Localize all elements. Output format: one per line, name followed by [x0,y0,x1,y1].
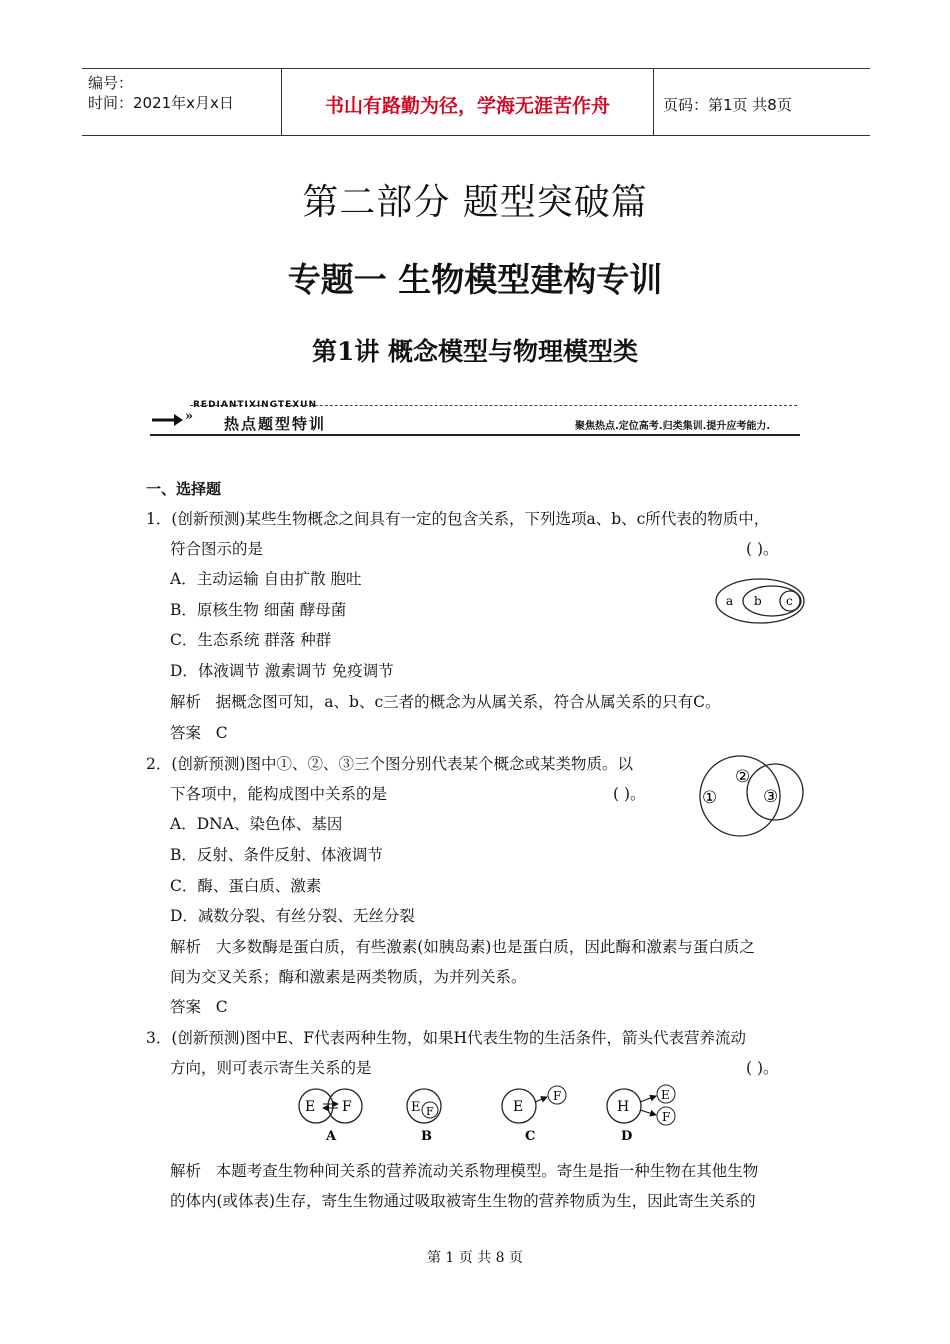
q2-analysis-label: 解析 [170,938,202,956]
header-top-rule [82,68,870,69]
banner-rule [150,434,800,436]
q3-c-e: E [513,1099,524,1115]
arrow-icon [150,410,184,430]
q2-label-2: ② [735,767,751,787]
q3-d-h: H [617,1099,630,1115]
q2-stem-line1: 2．(创新预测)图中①、②、③三个图分别代表某个概念或某类物质。以 [146,755,633,773]
q2-option-c: C．酶、蛋白质、激素 [170,877,322,895]
header-bottom-rule [82,135,870,136]
q3-answer-blank: ( )。 [746,1059,779,1077]
q3-analysis-line1 [170,1159,758,1181]
q1-option-b: B．原核生物 细菌 酵母菌 [170,601,347,619]
q3-diagram-c [502,1086,566,1144]
q2-label-1: ① [702,788,718,808]
q3-a-e: E [305,1099,316,1115]
q1-answer-label: 答案 [170,724,202,742]
q3-label-d: D [621,1129,633,1144]
q2-answer-label: 答案 [170,998,202,1016]
q1-label-b: b [754,594,762,608]
banner-pinyin: REDIANTIXINGTEXUN [193,400,317,410]
q1-analysis-text: 据概念图可知，a、b、c三者的概念为从属关系，符合从属关系的只有C。 [215,693,721,711]
q2-analysis-line2: 间为交叉关系；酶和激素是两类物质，为并列关系。 [170,968,527,986]
q2-overlapping-circles-diagram [690,750,810,842]
q2-option-d: D．减数分裂、有丝分裂、无丝分裂 [170,907,415,925]
part-title: 第二部分 题型突破篇 [302,182,648,223]
q2-label-3: ③ [763,787,779,807]
q1-analysis-label: 解析 [170,693,202,711]
q2-answer-blank: ( )。 [613,785,646,803]
q1-answer [170,721,228,743]
section-heading: 一、选择题 [146,480,222,498]
q3-label-a: A [326,1129,337,1144]
banner-heading: 热点题型特训 [224,415,327,433]
q1-analysis [170,690,721,712]
banner-slogan: 聚焦热点.定位高考.归类集训.提升应考能力. [575,421,771,432]
q3-analysis-text1: 本题考查生物种间关系的营养流动关系物理模型。寄生是指一种生物在其他生物 [215,1162,759,1180]
q3-d-e: E [661,1088,670,1102]
q3-b-e: E [411,1100,421,1115]
banner-chevron: » [185,409,194,424]
q2-analysis-text1: 大多数酶是蛋白质，有些激素(如胰岛素)也是蛋白质，因此酶和激素与蛋白质之 [215,938,755,956]
header-time-label: 时间：2021年x月x日 [88,94,234,112]
q2-answer [170,995,228,1017]
q2-analysis-line1 [170,935,755,957]
q1-option-c: C．生态系统 群落 种群 [170,631,332,649]
q1-option-a: A．主动运输 自由扩散 胞吐 [170,570,362,588]
q2-option-b: B．反射、条件反射、体液调节 [170,846,383,864]
q1-label-a: a [726,594,734,608]
header-motto: 书山有路勤为径，学海无涯苦作舟 [324,95,610,117]
q3-diagram-d [607,1085,675,1144]
lecture-title: 第1讲 概念模型与物理模型类 [311,337,639,366]
header-code-label: 编号： [88,74,134,92]
q1-nested-ellipses-diagram [712,575,808,627]
q1-option-d: D．体液调节 激素调节 免疫调节 [170,662,394,680]
q1-answer-blank: ( )。 [746,540,779,558]
q1-stem-line1: 1．(创新预测)某些生物概念之间具有一定的包含关系，下列选项a、b、c所代表的物质中， [146,510,770,528]
q1-answer-value: C [215,724,228,742]
q3-label-c: C [525,1129,536,1144]
header-divider-right [653,68,654,136]
q3-b-f: F [426,1105,434,1118]
q3-diagram-a [299,1089,362,1144]
q3-c-f: F [553,1089,562,1103]
q2-stem-line2: 下各项中，能构成图中关系的是 [170,785,388,803]
q1-label-c: c [786,594,793,608]
q3-label-b: B [421,1129,432,1144]
q2-answer-value: C [215,998,228,1016]
q3-a-f: F [342,1099,352,1115]
q1-stem-line2: 符合图示的是 [170,540,264,558]
q3-d-f: F [662,1110,671,1124]
q3-stem-line1: 3．(创新预测)图中E、F代表两种生物，如果H代表生物的生活条件，箭头代表营养流动 [146,1029,747,1047]
q3-stem-line2: 方向，则可表示寄生关系的是 [170,1059,372,1077]
page-footer: 第 1 页 共 8 页 [426,1250,524,1266]
header-page-label: 页码：第1页 共8页 [663,96,792,114]
q3-analysis-line2: 的体内(或体表)生存，寄生生物通过吸取被寄生生物的营养物质为生，因此寄生关系的 [170,1192,756,1210]
topic-title: 专题一 生物模型建构专训 [287,260,663,299]
q2-option-a: A．DNA、染色体、基因 [170,815,343,833]
q3-diagrams [290,1084,690,1146]
q3-diagram-b [407,1089,441,1144]
q3-analysis-label: 解析 [170,1162,202,1180]
